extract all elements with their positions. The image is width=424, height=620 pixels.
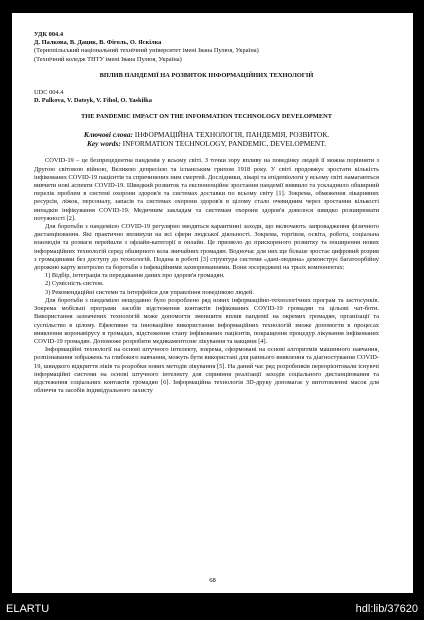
keywords-uk-text: ІНФОРМАЦІЙНА ТЕХНОЛОГІЯ, ПАНДЕМІЯ, РОЗВИТОК. <box>132 129 330 139</box>
repository-footer <box>0 600 424 620</box>
keywords-en-text: INFORMATION TECHNOLOGY, PANDEMIC, DEVELOPMENT. <box>120 139 327 149</box>
document-page <box>12 13 413 593</box>
authors-en: D. Palkova, V. Datsyk, V. Fihol, O. Yaskilka <box>34 97 152 105</box>
paragraph-3: Для боротьби з пандемією нещодавно було розроблено ряд нових інформаційно-технологічних програм та застосунків. Зокрема мобільні програми засобів відстеження контактів інфікованих COVID-19 громадян та цільові чат-боти. Використання зазначених технологій може допомогти зменшити вплив пандемії на окремих громадян, організації та суспільство в цілому. Ефективне та інноваційне використання інформаційних технологій зможе допомогти в процесах виявлення коронавірусу в громадах, відстеження стану інфікованих пацієнтів, покращення процедур лікування інфікованих COVID-19 громадян. Допоможе розробити медикаментозне лікування та вакцини [4]. <box>34 296 379 345</box>
keywords-uk <box>34 130 379 139</box>
page-content <box>12 13 379 395</box>
keywords-en <box>34 139 379 148</box>
list-item: 2) Сумісність систем. <box>45 280 104 288</box>
components-list <box>34 272 379 297</box>
udc-en: UDC 004.4 <box>34 89 64 97</box>
title-en: THE PANDEMIC IMPACT ON THE INFORMATION TECHNOLOGY DEVELOPMENT <box>81 113 332 121</box>
repository-name: ELARTU <box>6 603 50 615</box>
list-item: 1) Відбір, інтеграція та передавання даних про здоров'я громадян. <box>45 272 225 280</box>
paragraph-1: COVID-19 – це безпрецедентна пандемія у всьому світі. З точки зору впливу на поведінку людей її можна порівняти з Другою світовою війною, Великою депресією та іспанським грипом 1918 року. У світі продовжує зростати кількість інфікованих COVID-19 пацієнтів та спричинених ним смертей. Дослідники, лікарі та епідеміологи у всьому світі намагаються вивчити нові аспекти COVID-19. Швидкий розвиток та експоненційне зростання пандемії виявило та ускладнило обширний перелік проблем в системі охорони здоров'я та системах доставки по всьому світу [1]. Зокрема, обмеження лікарняних ресурсів, ліжок, персоналу, запасів та системах охорони здоров'я в цілому стало очевидним через зростання кількості випадків інфікування COVID-19. Медичним закладам та системам охорони здоров'я довелося швидко розширювати потужності [2]. <box>34 157 379 222</box>
authors-uk: Д. Палкова, В. Дацик, В. Фіголь, О. Яскілка <box>34 39 162 47</box>
affiliation-1: (Тернопільський національний технічний університет імені Івана Пулюя, Україна) <box>34 47 259 55</box>
keywords-en-label: Key words: <box>86 139 121 149</box>
keywords-uk-label: Ключові слова: <box>83 129 133 139</box>
udc-uk: УДК 004.4 <box>34 31 64 38</box>
paragraph-4: Інформаційні технології на основі штучного інтелекту, зокрема, сформовані на основі алгоритмів машинного навчання, розпізнавання зображень та глибокого навчання, можуть бути використані для раннього виявлення та діагностування COVID-19, швидкого відкриття ліків та розробки нових методів лікування [5]. На даний час ряд розробників переорієнтовали існуючі інформаційні системи на основі штучного інтелекту для сприяння реалізації заходів соціального дистанціювання та відстеження соціальних контактів громадян [6]. Інформаційна технологія 3D-друку допомагає у виготовленні масок для обличчя та засобів індивідуального захисту <box>34 346 379 395</box>
affiliation-2: (Технічний коледж ТНТУ імені Івана Пулюя, Україна) <box>34 55 182 63</box>
title-uk: ВПЛИВ ПАНДЕМІЇ НА РОЗВИТОК ІНФОРМАЦІЙНИХ ТЕХНОЛОГІЙ <box>99 71 314 79</box>
page-number: 68 <box>209 577 216 584</box>
handle-link[interactable]: hdl:lib/37620 <box>355 603 418 615</box>
list-item: 3) Рекомендаційні системи та інтерфейси для управління поведінкою людей. <box>45 288 255 296</box>
paragraph-2: Для боротьби з пандемією COVID-19 регулярно вводяться карантинні заходи, що включають запровадження фізичного дистанціювання. Які практично вплинули на всі сфери людської діяльності. Зокрема, торгівля, освіта, робота, соціальна взаємодія та розваги перейшли з офлайн-категорії в онлайн. Це призвело до прискореного розвитку та поширення нових інформаційних технологій серед обширного кола звичайних громадян. Водночас для них ще більше зростає цифровий розрив з громадянами без доступу до технологій. Подана в роботі [3] структура системи «дані-людина» демонструє багатоорбійну дорожню карту контролю та боротьби з інфекційними захворюваннями. Вони зосереджені на трьох компонентах: <box>34 223 379 272</box>
